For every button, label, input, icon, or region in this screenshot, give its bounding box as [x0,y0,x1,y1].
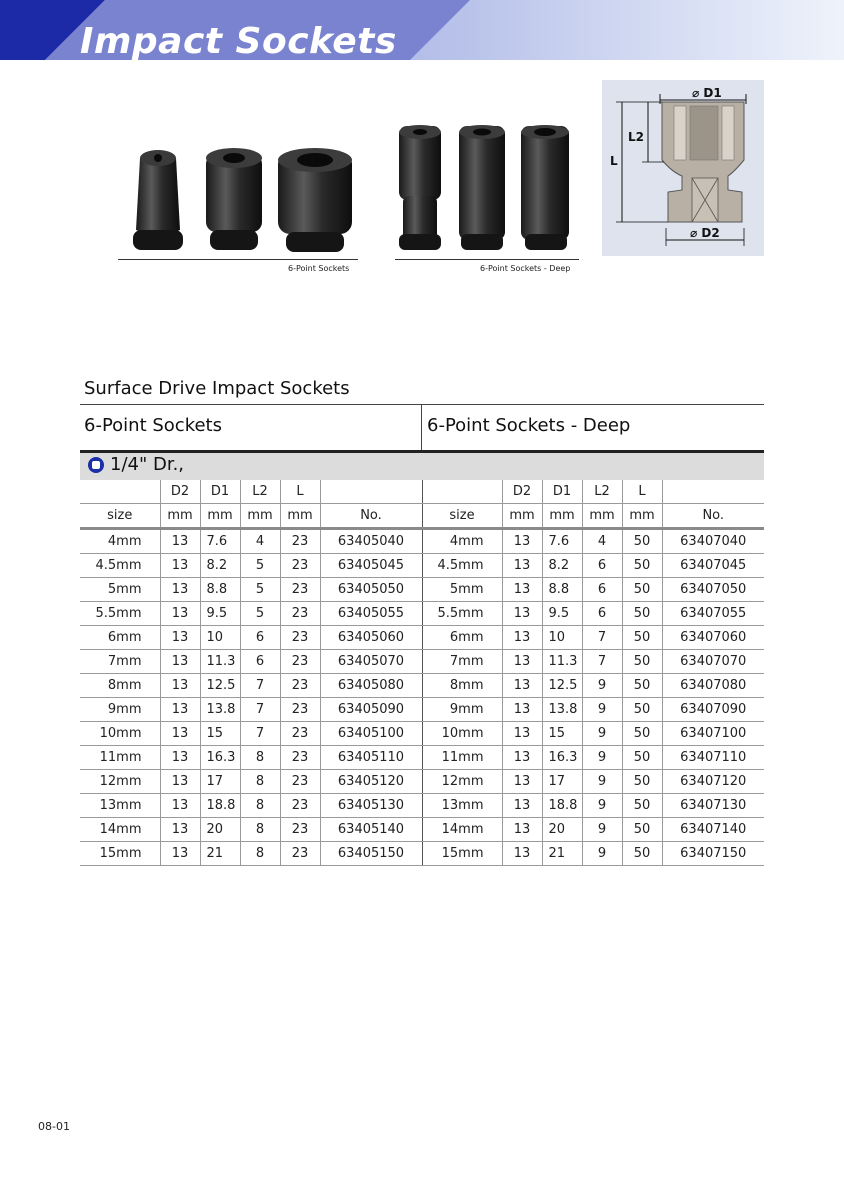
table-cell: 63407110 [662,746,764,770]
table-cell: 4 [240,529,280,554]
table-cell: 23 [280,794,320,818]
table-cell: 13 [502,626,542,650]
table-cell: 13 [160,602,200,626]
table-cell: 9.5 [542,602,582,626]
caption-deep: 6-Point Sockets - Deep [480,264,571,273]
table-cell: No. [662,504,764,529]
table-cell: 23 [280,818,320,842]
table-cell: 9 [582,722,622,746]
heading-divider [421,405,422,451]
table-cell: L [622,480,662,504]
table-cell: 50 [622,626,662,650]
table-cell: 23 [280,770,320,794]
table-row [80,554,764,578]
table-cell: 7 [582,626,622,650]
table-cell: 7mm [80,650,160,674]
label-d1: ⌀ D1 [692,86,722,100]
table-cell: 13 [160,578,200,602]
table-cell: 6 [240,650,280,674]
table-cell: 8 [240,794,280,818]
table-cell: 12mm [422,770,502,794]
table-cell: D1 [200,480,240,504]
heading-standard: 6-Point Sockets [84,415,222,436]
table-header-dimensions [80,480,764,504]
section-rule [80,404,764,405]
table-cell: 63407060 [662,626,764,650]
table-cell: 11.3 [200,650,240,674]
table-cell: 50 [622,746,662,770]
table-cell: 13 [160,650,200,674]
table-cell: 13 [502,818,542,842]
heading-deep: 6-Point Sockets - Deep [427,415,631,436]
table-cell: 23 [280,554,320,578]
table-cell [662,480,764,504]
table-row [80,529,764,554]
table-cell: 8.8 [542,578,582,602]
table-row [80,746,764,770]
label-l2: L2 [628,130,644,144]
table-cell: 50 [622,578,662,602]
table-cell: 23 [280,650,320,674]
table-cell: 50 [622,818,662,842]
table-cell: 5 [240,602,280,626]
table-cell: 23 [280,722,320,746]
table-header-units [80,504,764,529]
table-cell: 5 [240,554,280,578]
table-cell: 15mm [80,842,160,866]
table-cell: 14mm [80,818,160,842]
table-cell: 13 [160,794,200,818]
table-cell: L [280,480,320,504]
table-cell: 23 [280,842,320,866]
table-cell: 13 [160,770,200,794]
table-cell: 13 [160,746,200,770]
table-row [80,770,764,794]
table-cell: 63405080 [320,674,422,698]
table-cell: 5.5mm [80,602,160,626]
table-cell: 5mm [422,578,502,602]
table-cell: 63405120 [320,770,422,794]
table-cell: size [80,504,160,529]
table-cell: 13 [160,626,200,650]
table-cell: 8 [240,746,280,770]
table-cell: 14mm [422,818,502,842]
table-row [80,698,764,722]
table-cell: 15mm [422,842,502,866]
table-row [80,674,764,698]
table-cell: L2 [240,480,280,504]
table-cell [320,480,422,504]
table-cell: 7 [240,722,280,746]
table-cell: 9 [582,842,622,866]
spec-table [80,480,764,866]
table-cell: 10 [542,626,582,650]
table-cell: 6mm [422,626,502,650]
square-drive-icon [88,457,104,473]
table-cell: 12.5 [200,674,240,698]
table-cell: mm [200,504,240,529]
table-cell: 13.8 [200,698,240,722]
table-cell: 63407150 [662,842,764,866]
table-cell: 5.5mm [422,602,502,626]
table-cell: 11mm [422,746,502,770]
dimension-diagram [602,80,764,256]
table-cell: 6 [240,626,280,650]
socket-photo-deep [395,122,580,258]
table-cell: 63407050 [662,578,764,602]
table-cell: D1 [542,480,582,504]
table-cell: 13 [502,650,542,674]
table-cell: 15 [200,722,240,746]
table-cell: 8.8 [200,578,240,602]
table-cell: 13 [502,578,542,602]
table-cell: 13 [502,842,542,866]
table-cell: mm [240,504,280,529]
table-cell: 17 [200,770,240,794]
table-cell: 50 [622,602,662,626]
table-cell [80,480,160,504]
table-cell: 8.2 [200,554,240,578]
table-cell: 7 [240,698,280,722]
table-cell: 9 [582,698,622,722]
table-cell: 5 [240,578,280,602]
table-cell: 8 [240,842,280,866]
table-cell: 23 [280,578,320,602]
table-cell: 18.8 [542,794,582,818]
table-cell: 23 [280,674,320,698]
photo-rule-deep [395,259,579,260]
table-cell: 50 [622,770,662,794]
table-cell: 10 [200,626,240,650]
table-cell: 7.6 [200,529,240,554]
table-cell: 23 [280,746,320,770]
table-cell: 12mm [80,770,160,794]
table-cell: 6 [582,578,622,602]
label-d2: ⌀ D2 [690,226,720,240]
table-cell: 13 [160,842,200,866]
table-cell: 9 [582,818,622,842]
page-title: Impact Sockets [80,21,397,62]
table-cell: 13 [502,698,542,722]
table-cell: 13mm [422,794,502,818]
table-cell: 13.8 [542,698,582,722]
table-cell: mm [582,504,622,529]
table-cell: 63407070 [662,650,764,674]
table-cell: 13 [502,602,542,626]
table-cell: 13 [160,554,200,578]
table-cell: 16.3 [542,746,582,770]
table-cell: 23 [280,626,320,650]
table-cell: 63407120 [662,770,764,794]
table-cell: 12.5 [542,674,582,698]
table-cell: 63405100 [320,722,422,746]
drive-size-label: 1/4" Dr., [110,454,185,475]
table-cell: 50 [622,529,662,554]
table-cell: mm [542,504,582,529]
table-cell: 63407100 [662,722,764,746]
table-cell: 13 [502,554,542,578]
table-cell: 50 [622,794,662,818]
table-cell: 9 [582,674,622,698]
table-cell: 10mm [80,722,160,746]
table-cell: 50 [622,650,662,674]
table-cell: size [422,504,502,529]
table-cell: 63407040 [662,529,764,554]
table-cell: D2 [502,480,542,504]
table-cell: 13 [502,770,542,794]
header-banner [0,0,844,60]
table-cell: 13 [502,722,542,746]
table-cell: 20 [542,818,582,842]
table-cell: 13 [502,746,542,770]
table-row [80,602,764,626]
table-cell: mm [622,504,662,529]
table-cell: 20 [200,818,240,842]
table-cell: 7 [582,650,622,674]
table-cell: 50 [622,554,662,578]
table-cell: 13 [160,698,200,722]
table-cell: 21 [542,842,582,866]
table-cell: 13 [160,674,200,698]
table-cell: L2 [582,480,622,504]
table-cell: 7 [240,674,280,698]
table-cell: 50 [622,722,662,746]
table-cell: 11mm [80,746,160,770]
table-cell: 63407140 [662,818,764,842]
table-cell: 63405140 [320,818,422,842]
table-row [80,818,764,842]
table-cell: 23 [280,602,320,626]
caption-standard: 6-Point Sockets [288,264,350,273]
table-cell: 63405090 [320,698,422,722]
table-cell: 63407130 [662,794,764,818]
table-cell: 63405060 [320,626,422,650]
table-cell: 8 [240,818,280,842]
table-row [80,650,764,674]
table-cell: 4 [582,529,622,554]
table-cell: 8 [240,770,280,794]
table-cell: 16.3 [200,746,240,770]
table-cell: 13 [502,529,542,554]
table-cell: mm [160,504,200,529]
section-title: Surface Drive Impact Sockets [84,378,350,399]
table-cell: 11.3 [542,650,582,674]
table-cell: 8mm [80,674,160,698]
table-cell: 63405150 [320,842,422,866]
table-cell: 17 [542,770,582,794]
table-cell: 13 [160,722,200,746]
table-cell: D2 [160,480,200,504]
table-cell: 63405040 [320,529,422,554]
table-cell: 63407055 [662,602,764,626]
table-cell: 9mm [80,698,160,722]
table-cell: 4mm [422,529,502,554]
table-cell: 7mm [422,650,502,674]
table-cell: 50 [622,842,662,866]
table-cell: 18.8 [200,794,240,818]
table-cell: 63407045 [662,554,764,578]
table-cell: mm [280,504,320,529]
table-cell [422,480,502,504]
table-cell: 9 [582,770,622,794]
table-cell: 9.5 [200,602,240,626]
table-cell: 13mm [80,794,160,818]
table-cell: 10mm [422,722,502,746]
table-cell: 63405130 [320,794,422,818]
table-cell: 63405045 [320,554,422,578]
socket-photo-standard [118,130,358,260]
table-cell: 13 [502,794,542,818]
table-cell: 6 [582,554,622,578]
label-l: L [610,154,618,168]
table-cell: 5mm [80,578,160,602]
table-cell: 4.5mm [422,554,502,578]
table-cell: 21 [200,842,240,866]
table-cell: 4mm [80,529,160,554]
table-cell: 9 [582,794,622,818]
table-cell: mm [502,504,542,529]
table-cell: 63405050 [320,578,422,602]
table-cell: 63407080 [662,674,764,698]
table-cell: 9mm [422,698,502,722]
table-cell: 7.6 [542,529,582,554]
page-number: 08-01 [38,1120,70,1133]
table-cell: 50 [622,674,662,698]
table-cell: 13 [160,529,200,554]
table-cell: 63407090 [662,698,764,722]
table-cell: 15 [542,722,582,746]
table-row [80,842,764,866]
table-cell: 63405070 [320,650,422,674]
table-cell: No. [320,504,422,529]
photo-rule-standard [118,259,358,260]
table-cell: 4.5mm [80,554,160,578]
table-cell: 50 [622,698,662,722]
table-cell: 13 [502,674,542,698]
table-row [80,722,764,746]
table-row [80,626,764,650]
table-cell: 8mm [422,674,502,698]
table-cell: 23 [280,698,320,722]
table-cell: 6 [582,602,622,626]
table-cell: 13 [160,818,200,842]
table-row [80,578,764,602]
table-row [80,794,764,818]
table-cell: 8.2 [542,554,582,578]
table-cell: 23 [280,529,320,554]
table-cell: 9 [582,746,622,770]
table-cell: 63405055 [320,602,422,626]
table-cell: 6mm [80,626,160,650]
table-cell: 63405110 [320,746,422,770]
